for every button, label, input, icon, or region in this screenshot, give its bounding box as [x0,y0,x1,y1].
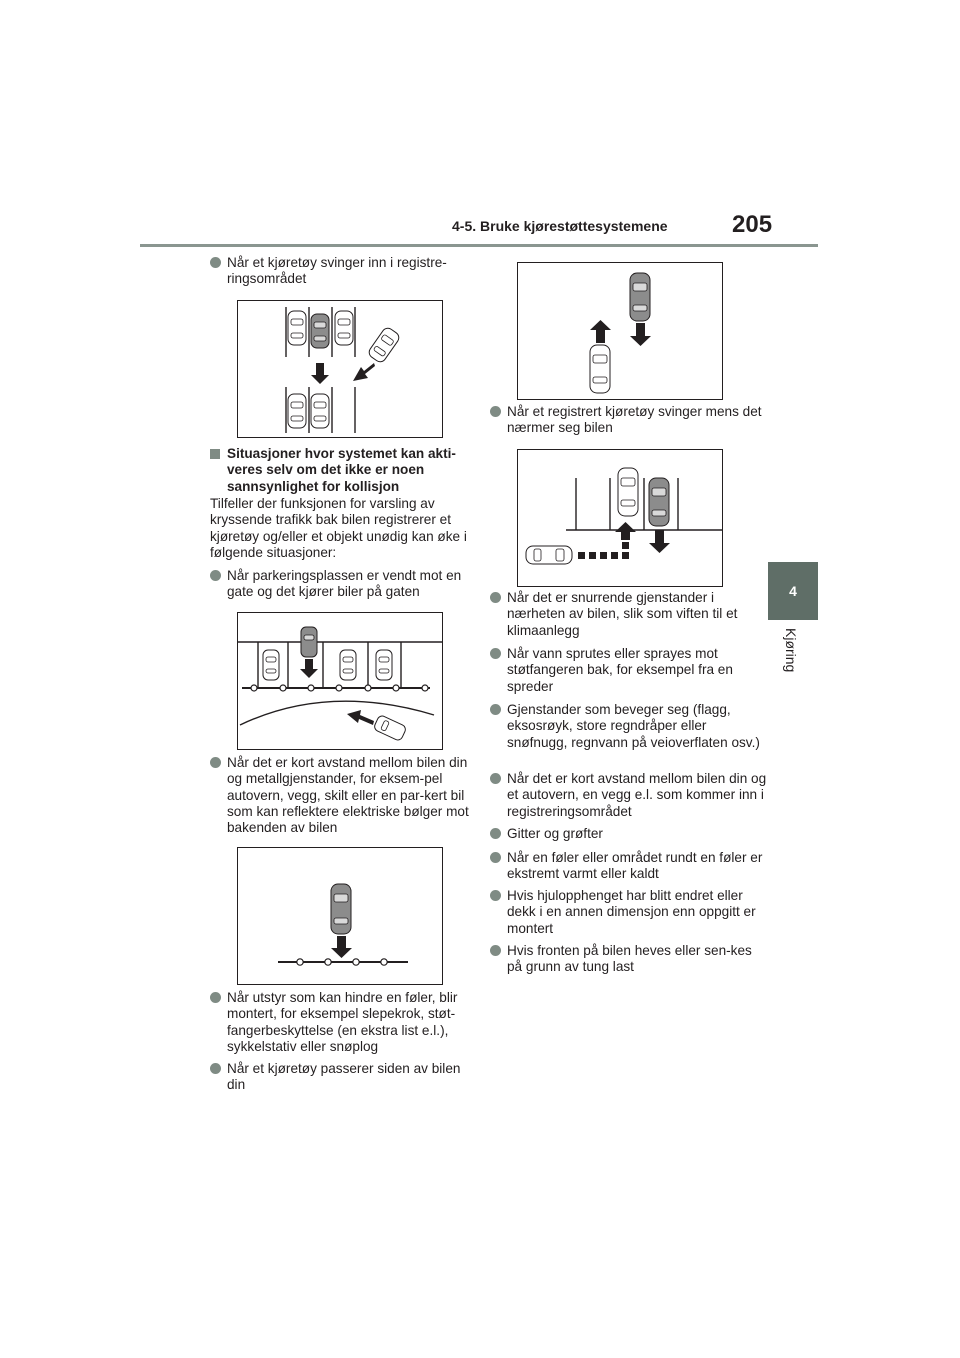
bullet-icon [210,257,221,268]
list-item [490,702,769,751]
list-item-text: Når utstyr som kan hindre en føler, blir montert, for eksempel slepekrok, støt-fangerbeskyttelse (en ekstra list e.l.), sykkelstativ eller snøplog [227,990,458,1054]
bullet-icon [210,992,221,1003]
section-heading [210,446,485,495]
figure-vehicle-turning-into-area [237,300,443,438]
bullet-icon [490,828,501,839]
list-item-text: Hvis hjulopphenget har blitt endret eller dekk i en annen dimensjon enn oppgitt er montert [507,888,756,936]
list-item-text: Når det er kort avstand mellom bilen din og metallgjenstander, for eksem-pel autovern, vegg, skilt eller en par-kert bil som kan reflektere elektriske bølger mot bakenden av bilen [227,755,469,836]
list-item-text: Gjenstander som beveger seg (flagg, eksosrøyk, store regndråper eller snøfnugg, regnvann på veioverflaten osv.) [507,702,760,750]
list-item-text: Når det er snurrende gjenstander i nærheten av bilen, slik som viften til et klimaanlegg [507,590,738,638]
list-item [490,404,767,437]
list-item [490,646,769,695]
list-item [490,888,769,937]
chapter-tab[interactable]: 4 [768,562,818,620]
list-item-text: Når parkeringsplassen er vendt mot en gate og det kjører biler på gaten [227,568,462,600]
figure-parking-facing-street [237,612,443,750]
bullet-icon [490,648,501,659]
list-item [490,850,769,883]
list-item [210,255,482,288]
list-item-text: Når et registrert kjøretøy svinger mens det nærmer seg bilen [507,404,762,436]
bullet-icon [490,945,501,956]
body-paragraph: Tilfeller der funksjonen for varsling av kryssende trafikk bak bilen registrerer et kjøretøy og/eller et objekt unødig kan øke i følgende situasjoner: [210,496,467,560]
figure-vehicle-passing-side [517,262,723,400]
bullet-icon [210,757,221,768]
header-divider [140,244,818,247]
list-item-text: Når et kjøretøy svinger inn i registre-ringsområdet [227,255,447,287]
list-item [490,826,769,842]
bullet-icon [490,704,501,715]
bullet-icon [490,406,501,417]
chapter-label-text: Kjøring [783,628,799,673]
list-item-text: Når et kjøretøy passerer siden av bilen din [227,1061,461,1093]
list-item [490,771,769,820]
list-item [210,568,482,601]
list-item-text: Når det er kort avstand mellom bilen din og et autovern, en vegg e.l. som kommer inn i registreringsområdet [507,771,767,819]
square-icon [210,449,220,459]
bullet-icon [210,1063,221,1074]
list-item [210,755,482,836]
chapter-label [768,620,818,680]
bullet-icon [490,773,501,784]
list-item [490,943,769,976]
bullet-icon [490,592,501,603]
list-item [210,990,482,1055]
section-heading-text: Situasjoner hvor systemet kan akti-veres selv om det ikke er noen sannsynlighet for kollisjon [227,446,456,494]
list-item [210,1061,482,1094]
list-item-text: Gitter og grøfter [507,826,603,841]
figure-guardrail-behind [237,847,443,985]
list-item-text: Hvis fronten på bilen heves eller sen-kes på grunn av tung last [507,943,752,975]
page-number: 205 [732,211,773,238]
figure-vehicle-turning-approach [517,449,723,587]
section-title: 4-5. Bruke kjørestøttesystemene [452,218,668,234]
bullet-icon [490,852,501,863]
list-item-text: Når vann sprutes eller sprayes mot støtfangeren bak, for eksempel fra en spreder [507,646,733,694]
bullet-icon [210,570,221,581]
list-item-text: Når en føler eller området rundt en føler er ekstremt varmt eller kaldt [507,850,763,882]
bullet-icon [490,890,501,901]
list-item [490,590,769,639]
